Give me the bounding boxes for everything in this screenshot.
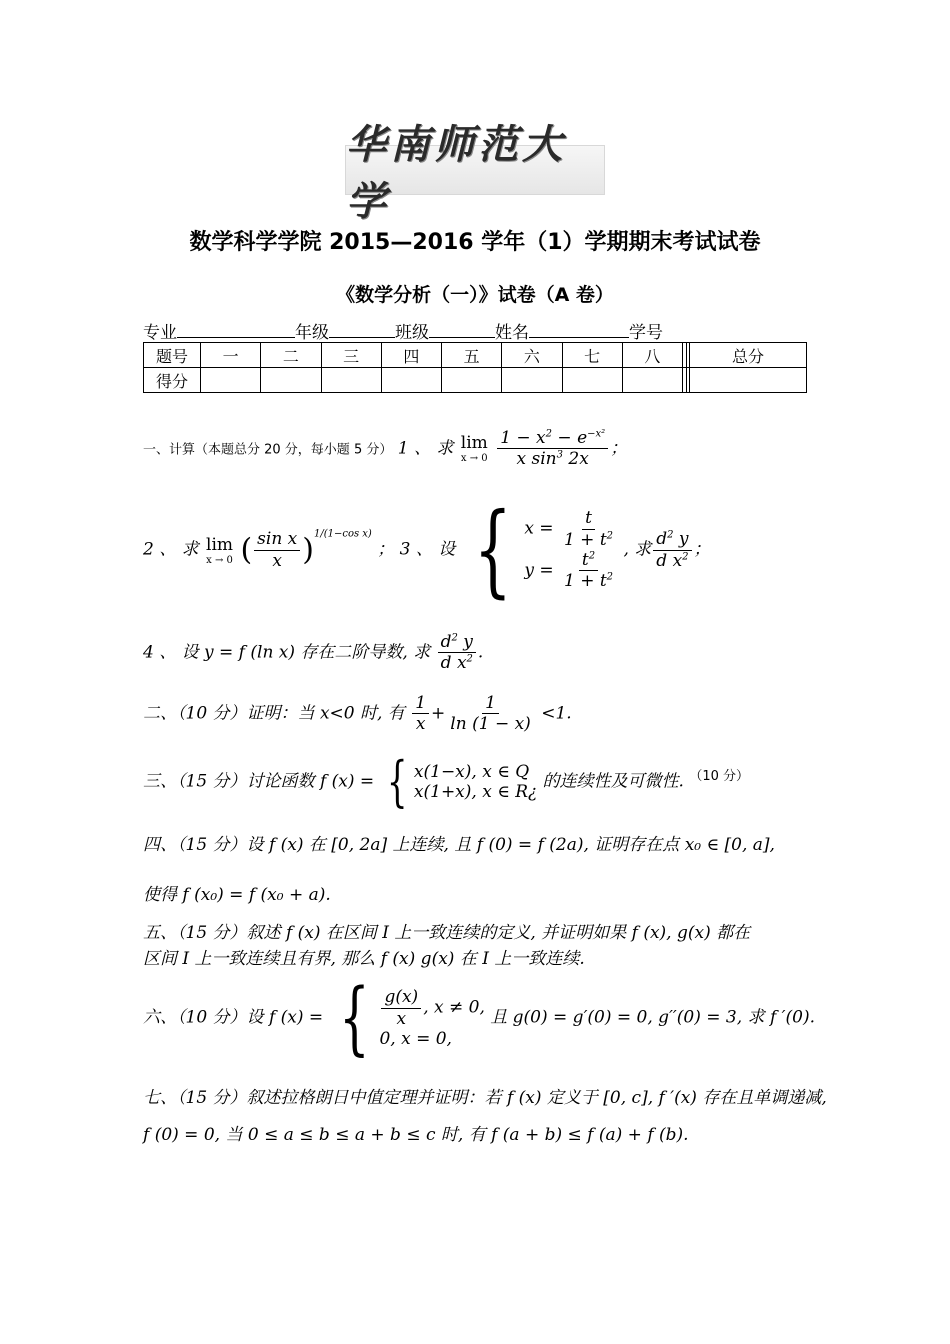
university-logo bbox=[345, 121, 605, 225]
question-6 bbox=[143, 971, 815, 1064]
score-cell[interactable] bbox=[622, 368, 682, 393]
class-label: 班级 bbox=[395, 323, 429, 343]
question-1-1: 一、计算（本题总分 20 分，每小题 5 分） 1 、 求 lim x → 0 $\frac{1 - x^2 - e^{-x^2}}{x \sin^3 2x}$ ； bbox=[143, 428, 628, 470]
major-blank bbox=[177, 321, 295, 338]
name-blank bbox=[529, 321, 629, 338]
limit-operator: lim x → 0 bbox=[460, 433, 488, 465]
q1-fraction: $\frac{1 - x^2 - e^{-x^2}}{x \sin^3 2x}$ bbox=[497, 428, 608, 470]
class-blank bbox=[429, 321, 495, 338]
score-cell[interactable] bbox=[201, 368, 261, 393]
case-1: x(1−x), x ∈ Q bbox=[413, 762, 530, 782]
question-4-line-1: 四、（15 分）设 f (x) 在 [0, 2a] 上连续, 且 f (0) = f (2a), 证明存在点 x₀ ∈ [0, a], bbox=[143, 835, 775, 855]
q4-text: 4 、 设 y = f (ln x) 存在二阶导数, 求 bbox=[143, 642, 431, 663]
score-cell[interactable] bbox=[321, 368, 381, 393]
score-cell[interactable] bbox=[690, 368, 807, 393]
question-2: 二、（10 分）证明：当 x<0 时, 有 $\frac{1}{x}$ + $\frac{1}{\ln (1 - x)}$ <1. bbox=[143, 693, 572, 735]
case-2: x(1+x), x ∈ R¿ bbox=[413, 782, 538, 802]
question-7-line-1: 七、（15 分）叙述拉格朗日中值定理并证明：若 f (x) 定义于 [0, c], f ′(x) 存在且单调递减, bbox=[143, 1088, 827, 1108]
question-1-2-3: 2 、 求 lim x → 0 ( $\frac{\text{sin x}}{x}$ )$^{1/(1-cos x)}$ ； 3 、 设 { x = $\frac{t}{1 + t^2}$ y = $\frac{t^2}{1 + t^2}$ , 求 $\frac{d^2 y}{d x^2}$ ； bbox=[143, 491, 711, 608]
section-3-points: （10 分） bbox=[689, 768, 750, 784]
score-cell[interactable] bbox=[261, 368, 321, 393]
header-cell: 五 bbox=[442, 343, 502, 368]
question-4-line-2: 使得 f (x₀) = f (x₀ + a). bbox=[143, 885, 331, 905]
section-2-label: 二、（10 分）证明：当 x<0 时, 有 bbox=[143, 703, 405, 724]
q2-fraction: $\frac{\text{sin x}}{x}$ bbox=[254, 529, 300, 571]
section-3-cases: { x(1−x), x ∈ Q x(1+x), x ∈ R¿ bbox=[386, 750, 538, 813]
score-cell[interactable] bbox=[562, 368, 622, 393]
course-title: 《数学分析（一）》试卷（A 卷） bbox=[336, 284, 614, 306]
section-6-cases: { $\frac{g(x)}{x}$ , x ≠ 0, 0, x = 0, bbox=[338, 971, 485, 1064]
q3-prefix: ； 3 、 设 bbox=[377, 539, 456, 560]
score-cell[interactable] bbox=[502, 368, 562, 393]
student-info-line bbox=[143, 318, 663, 343]
logo-text: 华南师范大学 bbox=[346, 121, 566, 225]
case-1-tail: , x ≠ 0, bbox=[423, 997, 485, 1018]
section-2-tail: <1. bbox=[541, 703, 572, 724]
grade-blank bbox=[329, 321, 395, 338]
score-table bbox=[143, 342, 807, 393]
header-cell: 一 bbox=[201, 343, 261, 368]
section-3-label: 三、（15 分）讨论函数 f (x) = bbox=[143, 771, 375, 792]
name-label: 姓名 bbox=[495, 323, 529, 343]
header-cell: 四 bbox=[381, 343, 441, 368]
score-cell[interactable] bbox=[442, 368, 502, 393]
score-table-score-row bbox=[144, 368, 807, 393]
q2-prefix: 2 、 求 bbox=[143, 539, 199, 560]
q3-system: { x = $\frac{t}{1 + t^2}$ y = $\frac{t^2}{1 + t^2}$ bbox=[473, 491, 614, 608]
grade-label: 年级 bbox=[295, 323, 329, 343]
header-cell: 二 bbox=[261, 343, 321, 368]
student-id-label: 学号 bbox=[629, 323, 663, 343]
q4-derivative: $\frac{d^2 y}{d x^2}$ bbox=[438, 632, 476, 674]
limit-operator: lim x → 0 bbox=[206, 534, 234, 566]
header-cell: 三 bbox=[321, 343, 381, 368]
header-cell: 六 bbox=[502, 343, 562, 368]
q1-prefix: 1 、 求 bbox=[397, 438, 454, 459]
header-cell: 七 bbox=[562, 343, 622, 368]
exam-title: 数学科学学院 2015—2016 学年（1）学期期末考试试卷 bbox=[189, 230, 761, 255]
header-cell: 总分 bbox=[690, 343, 807, 368]
major-label: 专业 bbox=[143, 323, 177, 343]
case-2: 0, x = 0, bbox=[379, 1028, 452, 1049]
section-1-label: 一、计算（本题总分 20 分，每小题 5 分） bbox=[143, 442, 393, 458]
question-5-line-2: 区间 I 上一致连续且有界, 那么 f (x) g(x) 在 I 上一致连续. bbox=[143, 949, 585, 969]
question-3 bbox=[143, 750, 750, 813]
score-table-header-row bbox=[144, 343, 807, 368]
question-7-line-2: f (0) = 0, 当 0 ≤ a ≤ b ≤ a + b ≤ c 时, 有 f (a + b) ≤ f (a) + f (b). bbox=[143, 1125, 689, 1145]
section-3-tail: 的连续性及可微性. bbox=[542, 771, 684, 792]
q3-derivative: $\frac{d^2 y}{d x^2}$ bbox=[653, 529, 691, 571]
question-1-4: 4 、 设 y = f (ln x) 存在二阶导数, 求 $\frac{d^2 y}{d x^2}$ . bbox=[143, 632, 484, 674]
section-6-tail: 且 g(0) = g′(0) = 0, g′′(0) = 3, 求 f ′(0). bbox=[490, 1007, 815, 1028]
score-label-cell: 得分 bbox=[144, 368, 201, 393]
score-cell[interactable] bbox=[381, 368, 441, 393]
question-5-line-1: 五、（15 分）叙述 f (x) 在区间 I 上一致连续的定义, 并证明如果 f (x), g(x) 都在 bbox=[143, 923, 751, 943]
header-cell: 题号 bbox=[144, 343, 201, 368]
header-cell: 八 bbox=[622, 343, 682, 368]
section-6-label: 六、（10 分）设 f (x) = bbox=[143, 1007, 324, 1028]
